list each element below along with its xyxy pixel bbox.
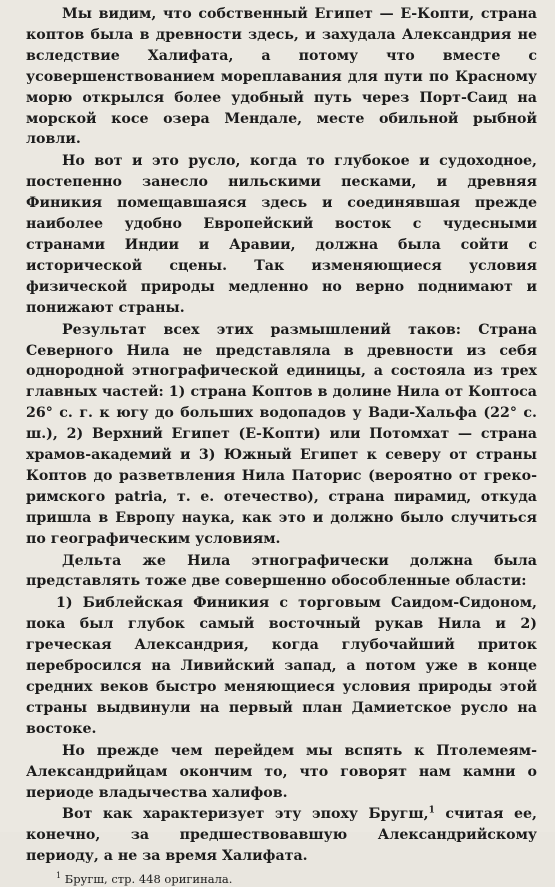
paragraph-delta-regions: 1) Библейская Финикия с торговым Саидом-Сидоном, пока был глубок самый восточный рукав Нила и 2) греческая Александрия, когда глубочайший приток перебросился на Ливийский запад, а потом уже в конце средних веков быстро меняющиеся условия природы этой страны выдвинули на первый план Дамиетское русло на востоке. <box>26 595 537 737</box>
footnote-mark: 1 <box>56 871 62 881</box>
paragraph-caliphs: Но прежде чем перейдем мы вспять к Птолемеям-Александрийцам окончим то, что говорят нам камни о периоде владычества халифов. <box>26 742 537 801</box>
brugsch-text-after: считая ее, конечно, за предшествовавшую Александрийскому периоду, а не за время Халифата. <box>26 806 537 865</box>
paragraph-three-parts: Результат всех этих размышлений таков: Страна Северного Нила не представляла в древности из себя однородной этнографической единицы, а состояла из трех главных частей: 1) страна Коптов в долине Нила от Коптоса 26° с. г. к югу до больших водопадов у Вади-Хальфа (22° с. ш.), 2) Верхний Египет (Е-Копти) или Потомхат — страна храмов-академий и 3) Южный Египет к северу от страны Коптов до разветвления Нила Паторис (вероятно от греко-римского patria, т. е. отечество), страна пирамид, откуда пришла в Европу наука, как это и должно было случиться по географическим условиям. <box>26 321 537 547</box>
paragraph-brugsch <box>26 804 537 867</box>
footnote-text: Бругш, стр. 448 оригинала. <box>61 872 233 887</box>
footnote <box>26 871 537 887</box>
paragraph-delta: Дельта же Нила этнографически должна была представлять тоже две совершенно обособленные области: <box>26 552 537 590</box>
paragraph-phoenicia: Но вот и это русло, когда то глубокое и судоходное, постепенно занесло нильскими песками, и древняя Финикия помещавшаяся здесь и соединявшая прежде наиболее удобно Европейский восток с чудесными странами Индии и Аравии, должна была сойти с исторической сцены. Так изменяющиеся условия физической природы медленно но верно поднимают и понижают страны. <box>26 153 537 316</box>
brugsch-text-before: Вот как характеризует эту эпоху Бругш, <box>62 806 429 823</box>
footnote-reference: 1 <box>428 805 435 816</box>
paragraph-egypt-copts: Мы видим, что собственный Египет — Е-Копти, страна коптов была в древности здесь, и захудала Александрия не вследствие Халифата, а потому что вместе с усовершенствованием мореплавания для пути по Красному морю открылся более удобный путь через Порт-Саид на морской косе озера Мендале, месте обильной рыбной ловли. <box>26 6 537 148</box>
